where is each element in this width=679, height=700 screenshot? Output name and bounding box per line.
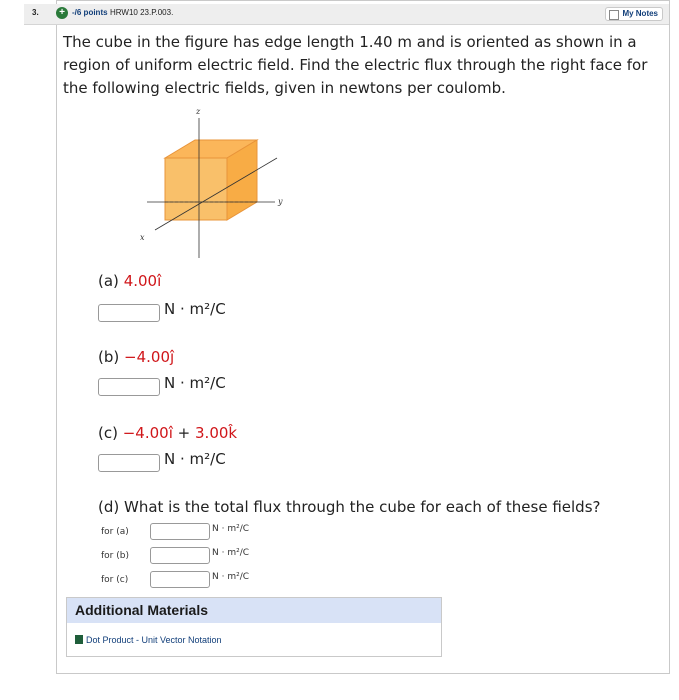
cube-figure xyxy=(135,100,295,260)
part-c-answer-input[interactable] xyxy=(98,454,160,472)
part-b-unit: N · m²/C xyxy=(164,374,226,392)
part-d-row-b-input[interactable] xyxy=(150,547,210,564)
part-a-field: 4.00î xyxy=(123,272,162,290)
part-b-answer-input[interactable] xyxy=(98,378,160,396)
axis-label-z: z xyxy=(196,107,201,116)
question-header xyxy=(24,4,669,25)
part-d-row-a-unit: N · m²/C xyxy=(212,524,250,534)
part-a-unit: N · m²/C xyxy=(164,300,226,318)
my-notes-button[interactable] xyxy=(605,7,663,21)
question-number: 3. xyxy=(32,8,39,17)
part-c-label xyxy=(98,424,237,442)
dot-product-link-text[interactable]: Dot Product - Unit Vector Notation xyxy=(86,635,222,645)
additional-materials-title: Additional Materials xyxy=(67,598,441,623)
book-icon xyxy=(75,635,83,644)
part-d-row-c-unit: N · m²/C xyxy=(212,572,250,582)
part-d-question: (d) What is the total flux through the cube for each of these fields? xyxy=(98,498,601,516)
part-d-row-a-input[interactable] xyxy=(150,523,210,540)
part-b-letter: (b) xyxy=(98,348,120,366)
axis-label-y: y xyxy=(278,197,283,206)
additional-materials-panel xyxy=(66,597,442,657)
question-code: HRW10 23.P.003. xyxy=(110,8,174,17)
part-c-letter: (c) xyxy=(98,424,118,442)
part-c-operator: + xyxy=(177,424,191,442)
notes-icon xyxy=(609,10,619,20)
points-label: -/6 points xyxy=(72,8,108,17)
part-d-row-b-label: for (b) xyxy=(101,551,129,561)
my-notes-label: My Notes xyxy=(622,9,658,18)
dot-product-link[interactable] xyxy=(75,635,222,645)
part-a-answer-input[interactable] xyxy=(98,304,160,322)
part-c-unit: N · m²/C xyxy=(164,450,226,468)
part-d-row-c-label: for (c) xyxy=(101,575,129,585)
part-d-row-a-label: for (a) xyxy=(101,527,129,537)
part-b-label xyxy=(98,348,174,366)
part-a-letter: (a) xyxy=(98,272,119,290)
part-d-row-c-input[interactable] xyxy=(150,571,210,588)
part-c-field-2: 3.00k̂ xyxy=(195,424,238,442)
part-a-label xyxy=(98,272,161,290)
axis-label-x: x xyxy=(140,233,145,242)
part-b-field: −4.00ĵ xyxy=(124,348,175,366)
part-d-row-b-unit: N · m²/C xyxy=(212,548,250,558)
question-text: The cube in the figure has edge length 1.40 m and is oriented as shown in a region of uniform electric field. Find the electric flux through the right face for the following electric fields, given in newtons per coulomb. xyxy=(63,33,648,97)
cube-front-face xyxy=(165,158,227,220)
expand-plus-icon[interactable]: + xyxy=(56,7,68,19)
part-c-field-1: −4.00î xyxy=(122,424,173,442)
